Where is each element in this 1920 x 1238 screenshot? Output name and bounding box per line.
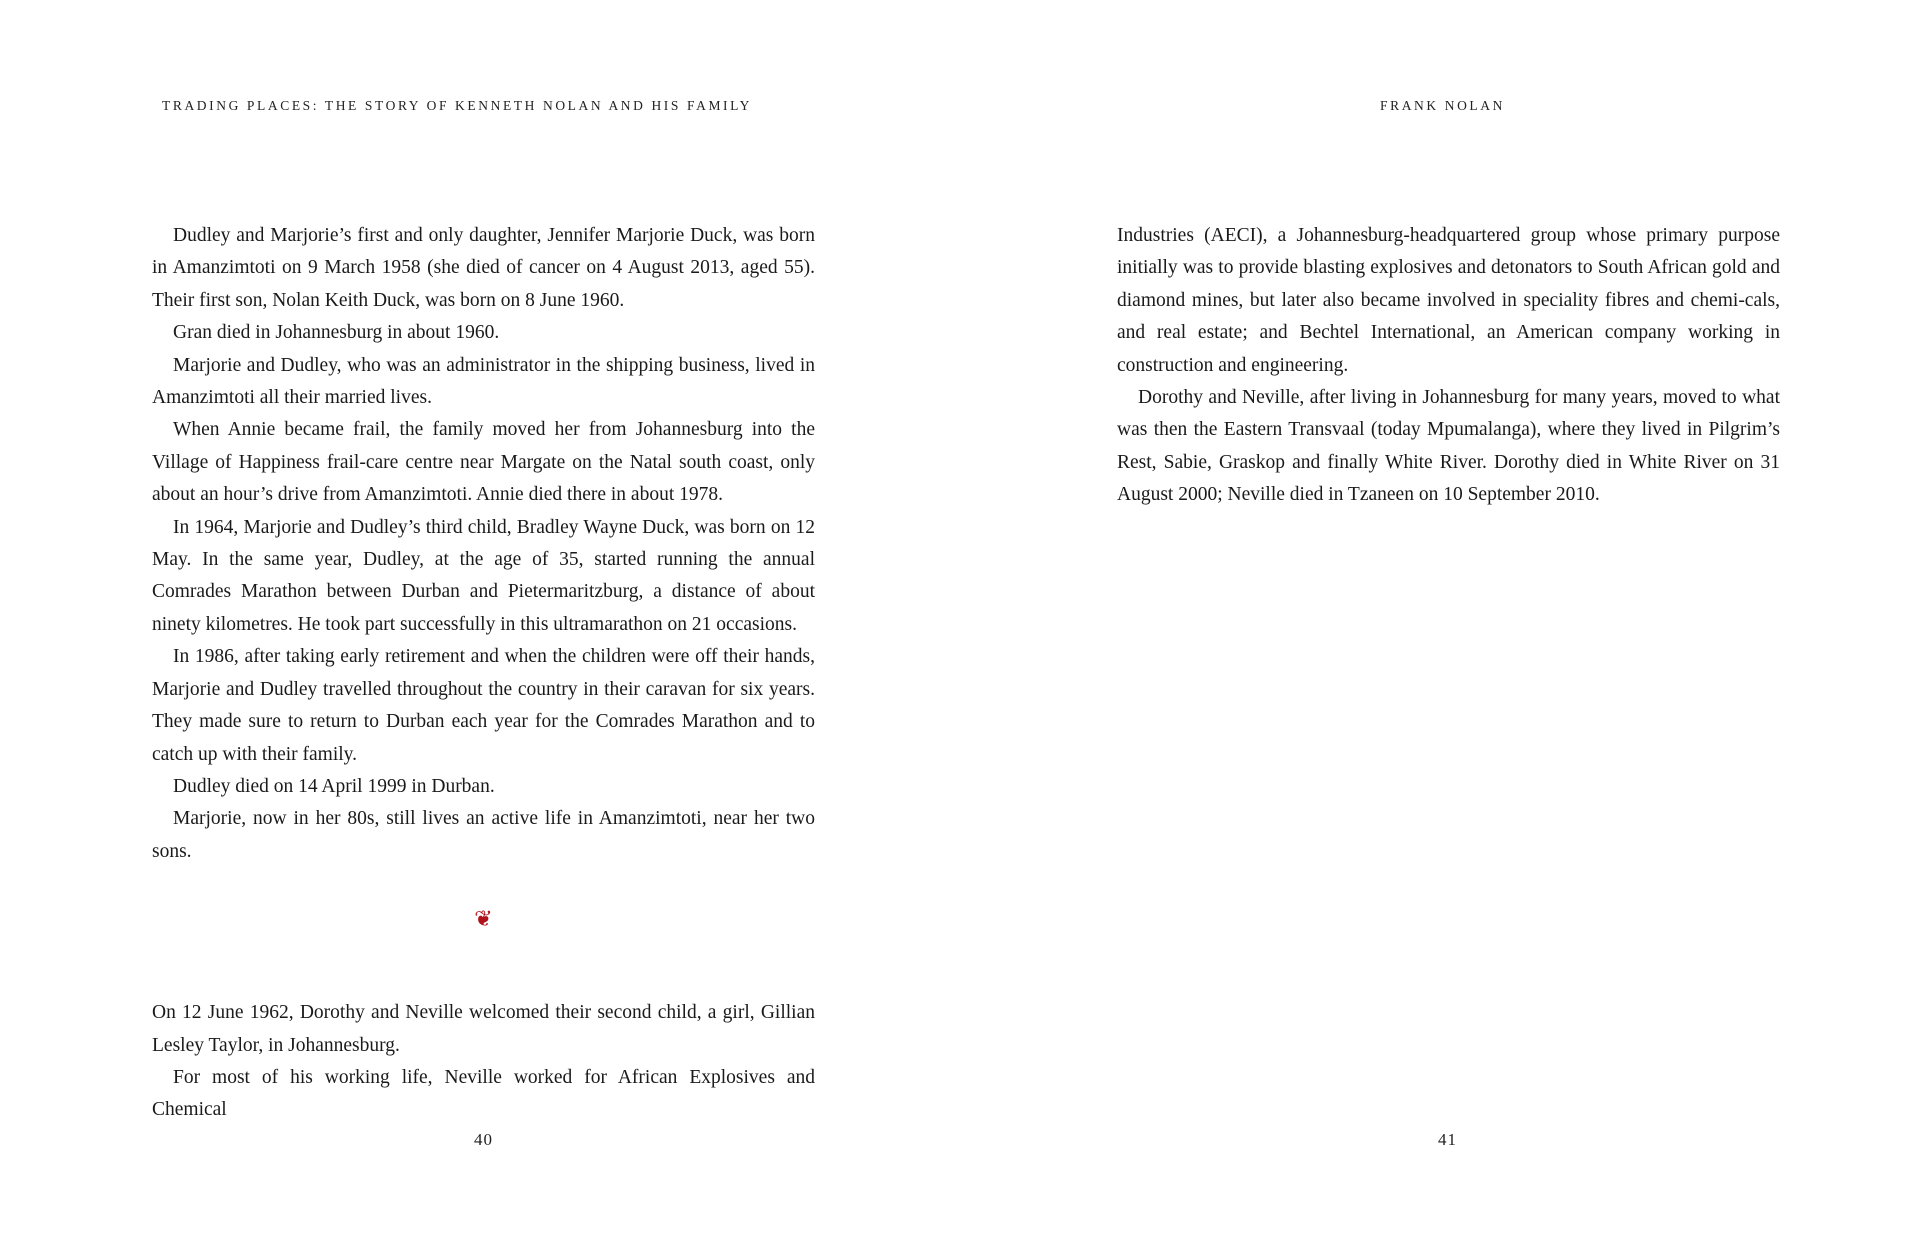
left-page-body: [152, 220, 815, 1127]
paragraph: Marjorie, now in her 80s, still lives an active life in Amanzimtoti, near her two sons.: [152, 808, 815, 862]
paragraph: Dudley and Marjorie’s first and only daughter, Jennifer Marjorie Duck, was born in Amanzimtoti on 9 March 1958 (she died of cancer on 4 August 2013, aged 55). Their first son, Nolan Keith Duck, was born on 8 June 1960.: [152, 225, 815, 311]
paragraph: Marjorie and Dudley, who was an administrator in the shipping business, lived in Amanzimtoti all their married lives.: [152, 354, 815, 409]
paragraph: Gran died in Johannesburg in about 1960.: [173, 322, 500, 344]
paragraph: Dudley died on 14 April 1999 in Durban.: [173, 775, 495, 797]
paragraph: For most of his working life, Neville worked for African Explosives and Chemical: [152, 1066, 815, 1121]
section-break: [152, 868, 815, 997]
right-page-body: [1117, 220, 1780, 512]
right-page: [960, 0, 1920, 1238]
running-head-book-title: TRADING PLACES: THE STORY OF KENNETH NOLAN AND HIS FAMILY: [162, 98, 752, 113]
paragraph: In 1986, after taking early retirement and when the children were off their hands, Marjorie and Dudley travelled throughout the country in their caravan for six years. They made sure to return to Durban each year for the Comrades Marathon and to catch up with their family.: [152, 646, 815, 765]
paragraph: On 12 June 1962, Dorothy and Neville welcomed their second child, a girl, Gillian Lesley Taylor, in Johannesburg.: [152, 1002, 815, 1056]
page-number: 41: [1438, 1130, 1457, 1149]
running-head-author: FRANK NOLAN: [1380, 98, 1505, 113]
paragraph: When Annie became frail, the family moved her from Johannesburg into the Village of Happiness frail-care centre near Margate on the Natal south coast, only about an hour’s drive from Amanzimtoti. Annie died there in about 1978.: [152, 419, 815, 506]
paragraph: In 1964, Marjorie and Dudley’s third child, Bradley Wayne Duck, was born on 12 May. In the same year, Dudley, at the age of 35, started running the annual Comrades Marathon between Durban and Pietermaritzburg, a distance of about ninety kilometres. He took part successfully in this ultramarathon on 21 occasions.: [152, 516, 815, 635]
page-number: 40: [474, 1130, 493, 1149]
paragraph: Industries (AECI), a Johannesburg-headquartered group whose primary purpose initially was to provide blasting explosives and detonators to South African gold and diamond mines, but later also became involved in speciality fibres and chemi-cals, and real estate; and Bechtel International, an American company working in construction and engineering.: [1117, 225, 1780, 376]
paragraph: Dorothy and Neville, after living in Johannesburg for many years, moved to what was then the Eastern Transvaal (today Mpumalanga), where they lived in Pilgrim’s Rest, Sabie, Graskop and finally White River. Dorothy died in White River on 31 August 2000; Neville died in Tzaneen on 10 September 2010.: [1117, 387, 1780, 506]
fleuron-icon: ❦: [474, 906, 493, 932]
